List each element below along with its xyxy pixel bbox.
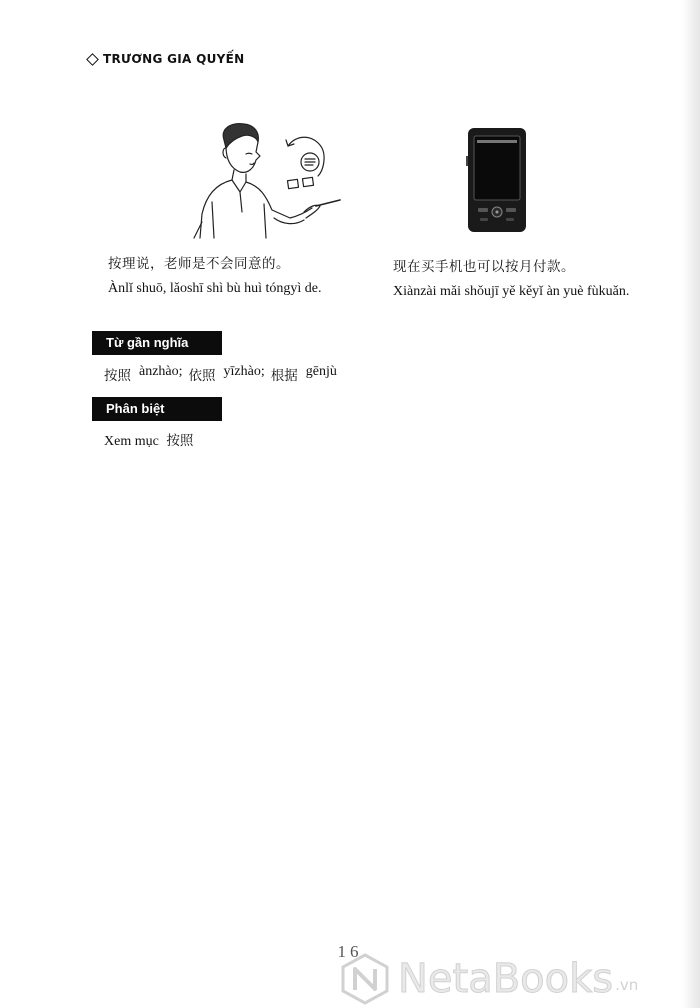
synonyms-heading: Từ gần nghĩa bbox=[92, 331, 222, 355]
example-sentence-chinese: 现在买手机也可以按月付款。 bbox=[393, 259, 575, 275]
page-number: 16 bbox=[337, 942, 363, 961]
running-header bbox=[88, 52, 244, 66]
synonym-hanzi: 根据 bbox=[270, 368, 298, 384]
distinction-reference bbox=[104, 429, 193, 450]
mobile-phone-illustration bbox=[466, 126, 528, 234]
author-name: TRƯƠNG GIA QUYẾN bbox=[103, 52, 245, 66]
synonyms-list bbox=[104, 364, 337, 384]
teacher-pointing-illustration bbox=[190, 118, 350, 240]
watermark bbox=[338, 950, 700, 1008]
example-sentence-chinese: 按理说，老师是不会同意的。 bbox=[108, 256, 290, 272]
netabooks-logo-icon bbox=[338, 952, 392, 1006]
synonym-pinyin: gēnjù bbox=[305, 364, 337, 379]
distinction-hanzi: 按照 bbox=[166, 433, 194, 449]
synonym-hanzi: 按照 bbox=[104, 368, 131, 384]
example-sentence-pinyin: Ànlǐ shuō, lǎoshī shì bù huì tóngyì de. bbox=[108, 281, 322, 296]
watermark-tld: .vn bbox=[615, 976, 639, 994]
synonym-pinyin: ànzhào; bbox=[139, 364, 183, 379]
distinction-heading: Phân biệt bbox=[92, 397, 222, 421]
example-sentence-pinyin: Xiànzài mǎi shǒujī yě kěyǐ àn yuè fùkuǎn. bbox=[393, 284, 630, 299]
diamond-icon bbox=[86, 53, 99, 66]
synonym-hanzi: 依照 bbox=[188, 368, 216, 384]
page-edge-shadow bbox=[682, 0, 700, 1008]
watermark-text: NetaBooks bbox=[398, 956, 614, 1002]
synonym-pinyin: yīzhào; bbox=[223, 364, 265, 379]
distinction-prefix: Xem mục bbox=[104, 434, 159, 449]
